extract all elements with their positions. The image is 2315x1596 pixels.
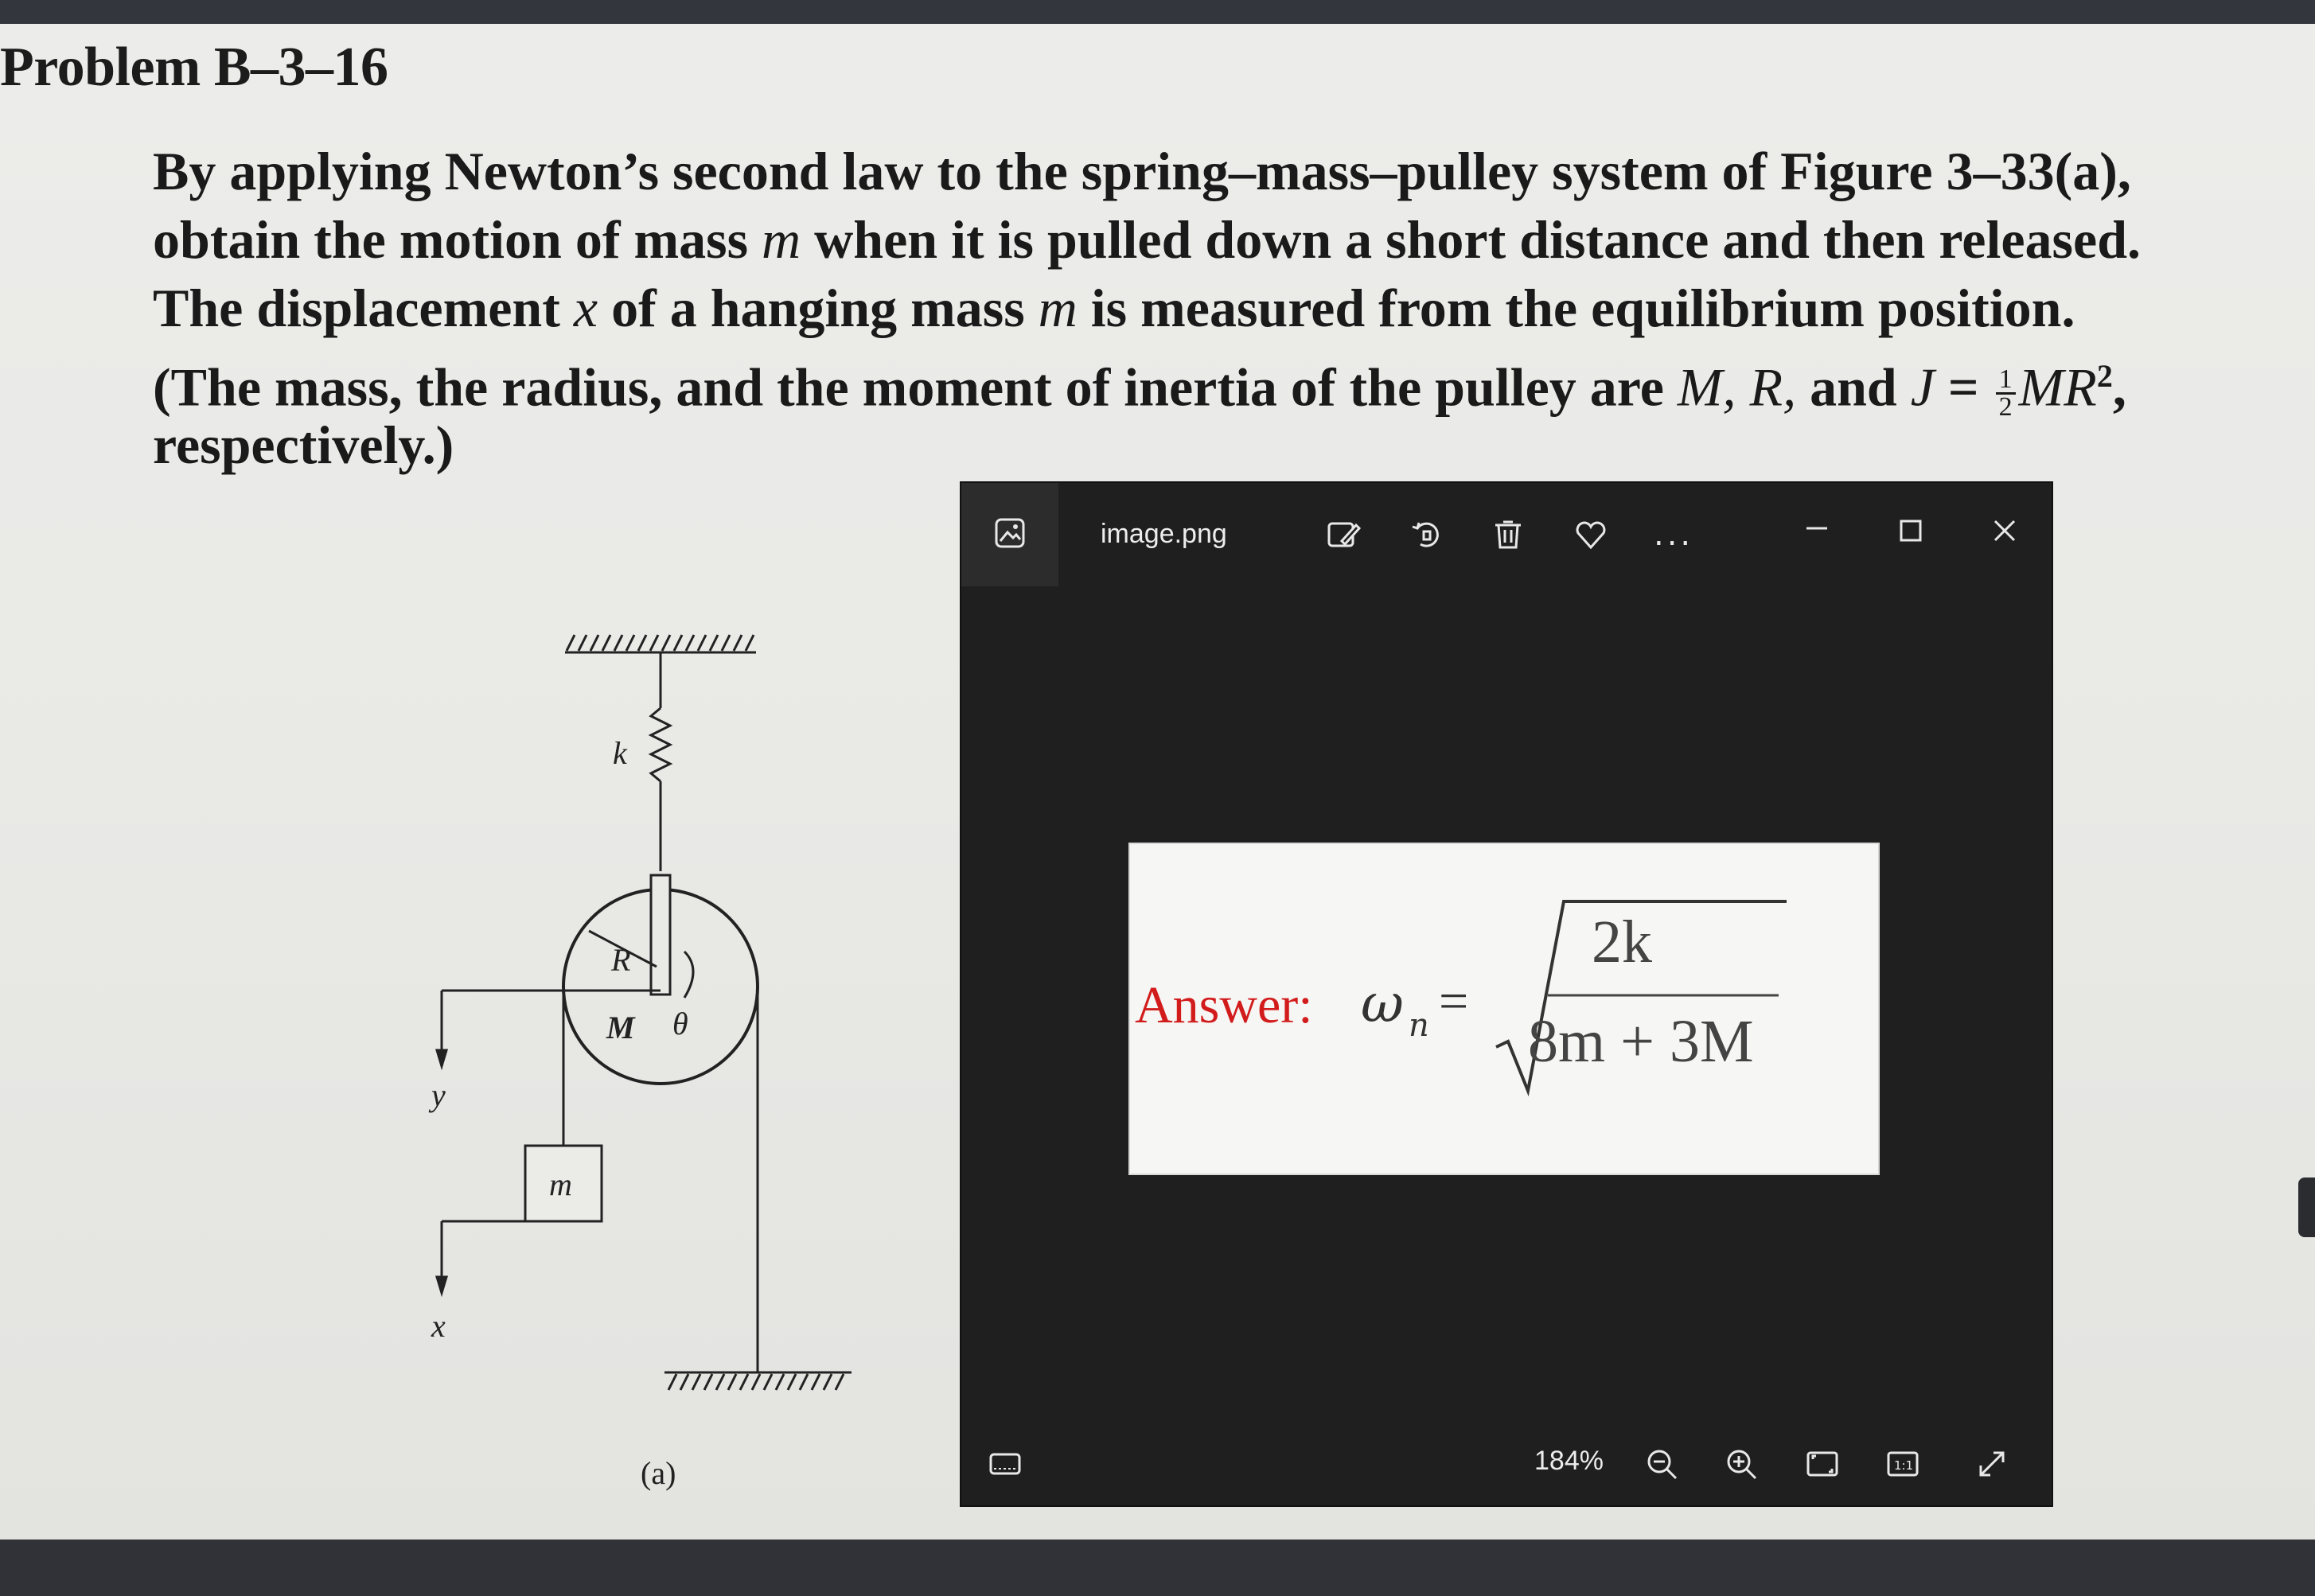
zoom-out-icon[interactable] — [1642, 1444, 1682, 1484]
answer-label: Answer: — [1135, 976, 1313, 1034]
viewer-titlebar — [961, 483, 2052, 586]
viewer-bottom-toolbar — [961, 1414, 2052, 1505]
maximize-icon[interactable] — [1883, 507, 1939, 555]
y-axis-label: y — [431, 1077, 446, 1113]
mass-label-m: m — [549, 1166, 572, 1202]
close-icon[interactable] — [1977, 507, 2032, 555]
fraction-denominator: 8m + 3M — [1528, 1008, 1754, 1075]
equals-sign: = — [1439, 972, 1469, 1030]
edit-image-icon[interactable] — [1323, 515, 1363, 555]
problem-heading: Problem B–3–16 — [0, 37, 388, 98]
problem-line-5: respectively.) — [153, 415, 454, 475]
bottom-dark-band — [0, 1540, 2315, 1596]
pulley — [563, 875, 758, 1084]
delete-icon[interactable] — [1488, 515, 1528, 555]
fullscreen-icon[interactable] — [1972, 1444, 2012, 1484]
x-axis-label: x — [431, 1308, 446, 1344]
photos-viewer-window — [961, 483, 2052, 1505]
floor-hatch — [664, 1372, 852, 1390]
ceiling-hatch — [565, 635, 756, 652]
file-name: image.png — [1101, 519, 1227, 549]
angle-label-theta: θ — [672, 1006, 688, 1041]
radius-label-r: R — [611, 942, 631, 978]
image-app-icon — [994, 517, 1026, 553]
zoom-level: 184% — [1534, 1446, 1604, 1476]
spring-mass-pulley-figure — [398, 597, 891, 1504]
minimize-icon[interactable] — [1789, 507, 1845, 555]
filmstrip-icon[interactable] — [985, 1444, 1025, 1484]
problem-line-4: (The mass, the radius, and the moment of inertia of the pulley are M, R, and J = $\frac{1}{2}$ $MR^2$, — [153, 356, 2126, 422]
fraction-numerator: 2k — [1592, 909, 1652, 975]
favorite-icon[interactable] — [1571, 515, 1611, 555]
rotate-icon[interactable] — [1407, 515, 1447, 555]
actual-size-icon[interactable] — [1883, 1444, 1923, 1484]
edge-tab — [2298, 1178, 2315, 1237]
problem-line-2: obtain the motion of mass m when it is pulled down a short distance and then released. — [153, 209, 2142, 270]
omega-symbol: ω — [1361, 973, 1404, 1034]
fit-screen-icon[interactable] — [1803, 1444, 1842, 1484]
one-half-fraction: $\frac{1}{2}$ — [1996, 367, 2016, 420]
displayed-image-answer — [1128, 843, 1880, 1175]
top-dark-band — [0, 0, 2315, 24]
omega-subscript: n — [1409, 1007, 1429, 1044]
figure-caption: (a) — [641, 1455, 676, 1491]
svg-text:1:1: 1:1 — [1894, 1458, 1914, 1473]
problem-line-1: By applying Newton’s second law to the spring–mass–pulley system of Figure 3–33(a), — [153, 141, 2131, 201]
more-icon[interactable]: ... — [1654, 516, 1694, 553]
problem-line-3: The displacement x of a hanging mass m is measured from the equilibrium position. — [153, 278, 2075, 338]
spring — [651, 652, 670, 871]
zoom-in-icon[interactable] — [1721, 1444, 1761, 1484]
spring-label-k: k — [613, 735, 627, 771]
pulley-mass-label: M — [606, 1010, 635, 1045]
app-icon-button[interactable] — [961, 483, 1058, 586]
